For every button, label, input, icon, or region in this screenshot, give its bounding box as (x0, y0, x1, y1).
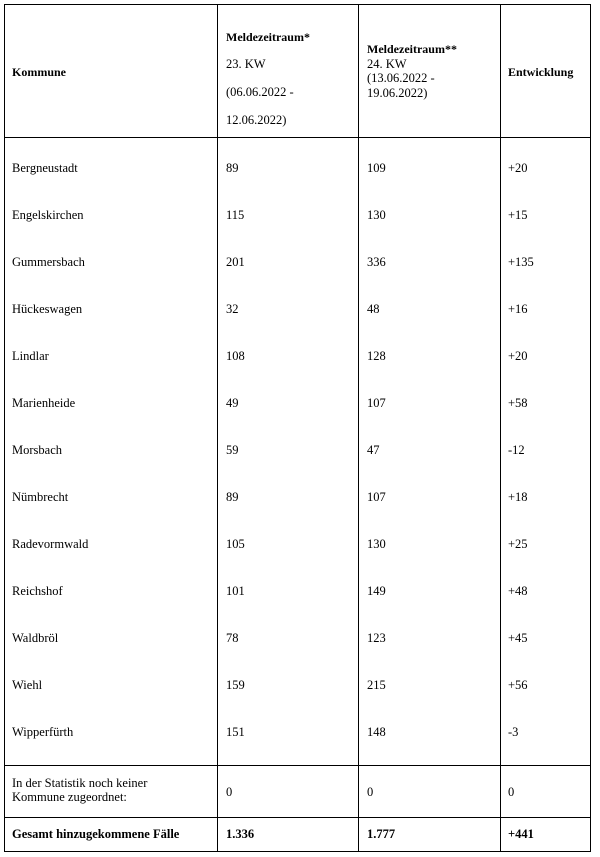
row-kw23: 49 (226, 396, 239, 410)
total-label: Gesamt hinzugekommene Fälle (12, 827, 180, 841)
unassigned-entwicklung: 0 (508, 785, 515, 799)
header-kw24-end: 19.06.2022) (367, 86, 428, 100)
row-kommune: Engelskirchen (12, 208, 84, 222)
row-entwicklung: -12 (508, 443, 525, 457)
row-kommune: Marienheide (12, 396, 76, 410)
row-kommune: Nümbrecht (12, 490, 69, 504)
row-kommune: Reichshof (12, 584, 63, 598)
row-entwicklung: -3 (508, 725, 519, 739)
row-kw24: 148 (367, 725, 386, 739)
unassigned-kw24: 0 (367, 785, 374, 799)
header-kw23-end: 12.06.2022) (226, 113, 287, 127)
column-divider (358, 4, 359, 852)
header-kw23-title: Meldezeitraum* (226, 30, 310, 44)
header-kw24-week: 24. KW (367, 57, 407, 71)
unassigned-label-line2: Kommune zugeordnet: (12, 790, 127, 804)
column-divider (500, 4, 501, 852)
row-kw23: 159 (226, 678, 245, 692)
row-kommune: Wipperfürth (12, 725, 74, 739)
row-kommune: Radevormwald (12, 537, 89, 551)
row-kw24: 149 (367, 584, 386, 598)
row-kw23: 105 (226, 537, 245, 551)
row-kw23: 78 (226, 631, 239, 645)
row-kw24: 123 (367, 631, 386, 645)
row-entwicklung: +25 (508, 537, 528, 551)
table-frame (4, 4, 591, 852)
header-kw24-title: Meldezeitraum** (367, 42, 457, 56)
row-kw23: 101 (226, 584, 245, 598)
row-kw23: 89 (226, 490, 239, 504)
header-kommune: Kommune (12, 65, 66, 79)
row-kw24: 107 (367, 490, 386, 504)
total-kw24: 1.777 (367, 827, 396, 841)
header-kw24-start: (13.06.2022 - (367, 71, 435, 85)
row-entwicklung: +20 (508, 161, 528, 175)
row-entwicklung: +48 (508, 584, 528, 598)
header-divider (4, 137, 591, 138)
row-entwicklung: +135 (508, 255, 534, 269)
row-kw24: 128 (367, 349, 386, 363)
section-divider (4, 817, 591, 818)
row-kw24: 107 (367, 396, 386, 410)
total-kw23: 1.336 (226, 827, 255, 841)
row-kommune: Lindlar (12, 349, 49, 363)
row-kommune: Gummersbach (12, 255, 85, 269)
row-kw23: 151 (226, 725, 245, 739)
row-entwicklung: +58 (508, 396, 528, 410)
header-entwicklung: Entwicklung (508, 65, 574, 79)
row-kommune: Morsbach (12, 443, 62, 457)
header-kw23-week: 23. KW (226, 57, 266, 71)
row-kw24: 130 (367, 537, 386, 551)
row-kw24: 215 (367, 678, 386, 692)
row-kommune: Wiehl (12, 678, 43, 692)
row-entwicklung: +18 (508, 490, 528, 504)
row-kw24: 336 (367, 255, 386, 269)
row-kommune: Bergneustadt (12, 161, 78, 175)
column-divider (217, 4, 218, 852)
row-kw23: 59 (226, 443, 239, 457)
row-kw23: 89 (226, 161, 239, 175)
row-entwicklung: +15 (508, 208, 528, 222)
header-kw23-start: (06.06.2022 - (226, 85, 294, 99)
row-kommune: Hückeswagen (12, 302, 83, 316)
row-kw23: 32 (226, 302, 239, 316)
row-kw24: 109 (367, 161, 386, 175)
row-kw24: 48 (367, 302, 380, 316)
row-entwicklung: +20 (508, 349, 528, 363)
section-divider (4, 765, 591, 766)
row-kw24: 130 (367, 208, 386, 222)
total-entwicklung: +441 (508, 827, 534, 841)
row-kw24: 47 (367, 443, 380, 457)
row-kw23: 115 (226, 208, 245, 222)
row-entwicklung: +16 (508, 302, 528, 316)
row-kw23: 108 (226, 349, 245, 363)
row-kommune: Waldbröl (12, 631, 59, 645)
row-entwicklung: +56 (508, 678, 528, 692)
unassigned-kw23: 0 (226, 785, 233, 799)
row-entwicklung: +45 (508, 631, 528, 645)
unassigned-label-line1: In der Statistik noch keiner (12, 776, 148, 790)
row-kw23: 201 (226, 255, 245, 269)
